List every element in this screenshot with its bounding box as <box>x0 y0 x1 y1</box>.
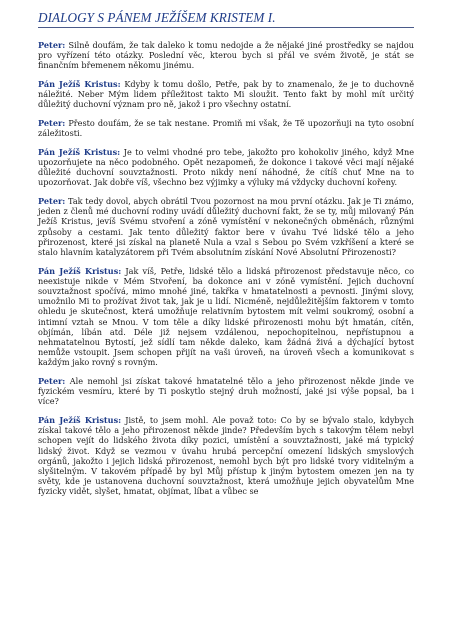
dialogue-paragraph <box>38 147 414 188</box>
dialogue-paragraph <box>38 376 414 407</box>
paragraph-text: Kdyby k tomu došlo, Petře, pak by to znamenalo, že je to duchovně náležité. Neber Mým lidem příležitost takto Mi sloužit. Tento fakt by mohl mít určitý důležitý duchovní význam pro ně, jakož i pro všechny ostatní. <box>38 79 414 110</box>
speaker-label: Pán Ježíš Kristus: <box>38 79 121 89</box>
paragraph-text: Přesto doufám, že se tak nestane. Promiň mi však, že Tě upozorňuji na tyto osobní záležitosti. <box>38 118 414 139</box>
dialogue-paragraph <box>38 40 414 71</box>
paragraph-text: Jistě, to jsem mohl. Ale považ toto: Co by se bývalo stalo, kdybych získal takové tělo a jeho přirozenost někde jinde? Především bych s takovým tělem nebyl schopen vejít do lidského života díky pozici, umístění a souvztažnosti, jaké má typický lidský život. Když se vezmou v úvahu hrubá percepční omezení lidských smyslových orgánů, jakožto i jejich lidská přirozenost, nemohl bych být pro lidské tvory viditelným a slyšitelným. V takovém případě by byl Můj přístup k jiným bytostem omezen jen na ty světy, kde je ustanovena duchovní souvztažnost, která umožňuje jejich obyvatelům Mne fyzicky vidět, slyšet, hmatat, objímat, líbat a vůbec se <box>38 415 414 497</box>
speaker-label: Peter: <box>38 40 66 50</box>
speaker-label: Pán Ježíš Kristus: <box>38 265 122 276</box>
speaker-label: Peter: <box>38 376 66 387</box>
dialogue-paragraph <box>38 79 414 110</box>
paragraph-text: Je to velmi vhodné pro tebe, jakožto pro kohokoliv jiného, když Mne upozorňujete na něco podobného. Opět nezapomeň, že dokonce i takové věci mají nějaké důležité duchovní souvztažnosti. Proto nikdy není náhodné, že cítíš chuť Mne na to upozorňovat. Jak dobře víš, všechno bez výjimky a výluky má vždycky duchovní kořeny. <box>38 146 414 188</box>
running-header <box>38 10 414 28</box>
paragraph-text: Jak víš, Petře, lidské tělo a lidská přirozenost představuje něco, co neexistuje nikde v Mém Stvoření, ba dokonce ani v zóně vymístění. Jejich duchovní souvztažnost spočívá, mimo mnohé jiné, takřka v hmatatelnosti a pevnosti. Jinými slovy, umožnilo Mi to prožívat život tak, jak je u lidí. Nicméně, nejdůležitějším faktorem v tomto ohledu je skutečnost, která umožňuje relativním bytostem mít velmi soukromý, osobní a intimní vztah se Mnou. V tom těle a díky lidské přirozenosti mohu být hmatán, cítěn, objímán, líbán atd. Déle již nejsem vzdálenou, nepochopitelnou, nepřístupnou a nehmatatelnou Bytostí, jež sídlí tam někde daleko, kam žádná živá a dýchající bytost nemůže vstoupit. Jsem schopen přijít na vaši úroveň, na úroveň všech a komunikovat s každým jako rovný s rovným. <box>38 265 415 368</box>
speaker-label: Pán Ježíš Kristus: <box>38 415 122 426</box>
speaker-label: Peter: <box>38 118 66 128</box>
dialogue-paragraph <box>38 196 414 257</box>
speaker-label: Pán Ježíš Kristus: <box>38 146 121 157</box>
page-title: DIALOGY S PÁNEM JEŽÍŠEM KRISTEM I. <box>38 10 276 25</box>
dialogue-paragraph <box>38 266 414 368</box>
dialogue-paragraph <box>38 415 414 497</box>
paragraph-text: Ale nemohl jsi získat takové hmatatelné tělo a jeho přirozenost někde jinde ve fyzickém vesmíru, které by Ti poskytlo stejný druh možností, jaké jsi výše popsal, ba i více? <box>38 376 414 407</box>
paragraph-text: Tak tedy dovol, abych obrátil Tvou pozornost na mou první otázku. Jak je Ti známo, jeden z členů mé duchovní rodiny uvádí důležitý duchovní fakt, že se ty, můj milovaný Pán Ježíš Kristus, jevíš Svému stvoření a zóně vymístění v nekonečných obměnách, různými způsoby a cestami. Jak tento důležitý faktor bere v úvahu Tvé lidské tělo a jeho přirozenost, které jsi získal na planetě Nula a vzal s Sebou po Svém vzkříšení a které se stalo hlavním katalyzátorem při Tvém absolutním získání Nové Absolutní Přirozenosti? <box>38 196 414 258</box>
paragraph-text: Silně doufám, že tak daleko k tomu nedojde a že nějaké jiné prostředky se najdou pro vyřízení této otázky. Poslední věc, kterou bych si přál ve svém životě, je stát se finančním břemenem někomu jinému. <box>38 40 414 71</box>
dialogue-paragraph <box>38 118 414 138</box>
dialogue-body <box>38 40 414 505</box>
speaker-label: Peter: <box>38 196 66 206</box>
